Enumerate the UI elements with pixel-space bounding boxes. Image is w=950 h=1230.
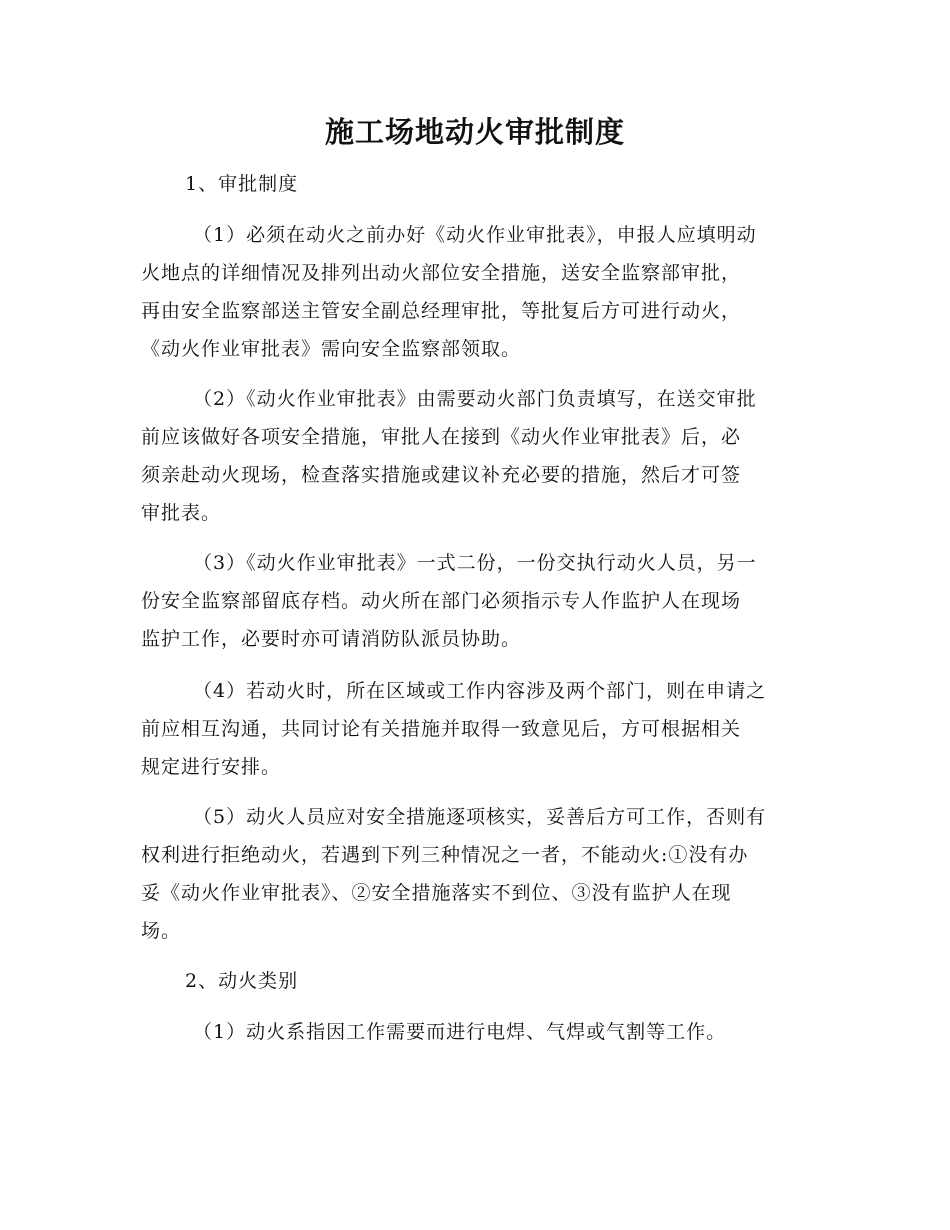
paragraph-line: （1）动火系指因工作需要而进行电焊、气焊或气割等工作。 <box>193 1021 727 1043</box>
paragraph-line: 场。 <box>141 920 182 942</box>
paragraph-line: （5）动火人员应对安全措施逐项核实，妥善后方可工作，否则有 <box>193 806 767 828</box>
paragraph-line: （2）《动火作业审批表》由需要动火部门负责填写，在送交审批 <box>193 388 757 410</box>
paragraph-5 <box>141 798 811 950</box>
section-heading-fire-types: 2、动火类别 <box>185 970 299 992</box>
paragraph-line: 前应相互沟通，共同讨论有关措施并取得一致意见后，方可根据相关 <box>141 718 742 740</box>
paragraph-6 <box>141 1013 811 1051</box>
paragraph-1 <box>141 216 811 368</box>
paragraph-line: 《动火作业审批表》需向安全监察部领取。 <box>141 338 522 360</box>
paragraph-4 <box>141 672 811 786</box>
paragraph-line: （4）若动火时，所在区域或工作内容涉及两个部门，则在申请之 <box>193 680 767 702</box>
paragraph-line: 再由安全监察部送主管安全副总经理审批，等批复后方可进行动火， <box>141 300 742 322</box>
paragraph-3 <box>141 544 811 658</box>
paragraph-line: 须亲赴动火现场，检查落实措施或建议补充必要的措施，然后才可签 <box>141 464 742 486</box>
paragraph-line: （3）《动火作业审批表》一式二份，一份交执行动火人员，另一 <box>193 552 757 574</box>
paragraph-line: 妥《动火作业审批表》、②安全措施落实不到位、③没有监护人在现 <box>141 882 732 904</box>
paragraph-line: 火地点的详细情况及排列出动火部位安全措施，送安全监察部审批， <box>141 262 742 284</box>
paragraph-line: （1）必须在动火之前办好《动火作业审批表》，申报人应填明动 <box>193 224 757 246</box>
document-title: 施工场地动火审批制度 <box>324 115 625 149</box>
paragraph-line: 权利进行拒绝动火，若遇到下列三种情况之一者，不能动火:①没有办 <box>141 844 749 866</box>
paragraph-2 <box>141 380 811 532</box>
paragraph-line: 前应该做好各项安全措施，审批人在接到《动火作业审批表》后，必 <box>141 426 742 448</box>
paragraph-line: 规定进行安排。 <box>141 756 282 778</box>
section-heading-approval: 1、审批制度 <box>185 173 299 195</box>
paragraph-line: 监护工作，必要时亦可请消防队派员协助。 <box>141 628 522 650</box>
paragraph-line: 份安全监察部留底存档。动火所在部门必须指示专人作监护人在现场 <box>141 590 742 612</box>
paragraph-line: 审批表。 <box>141 502 222 524</box>
